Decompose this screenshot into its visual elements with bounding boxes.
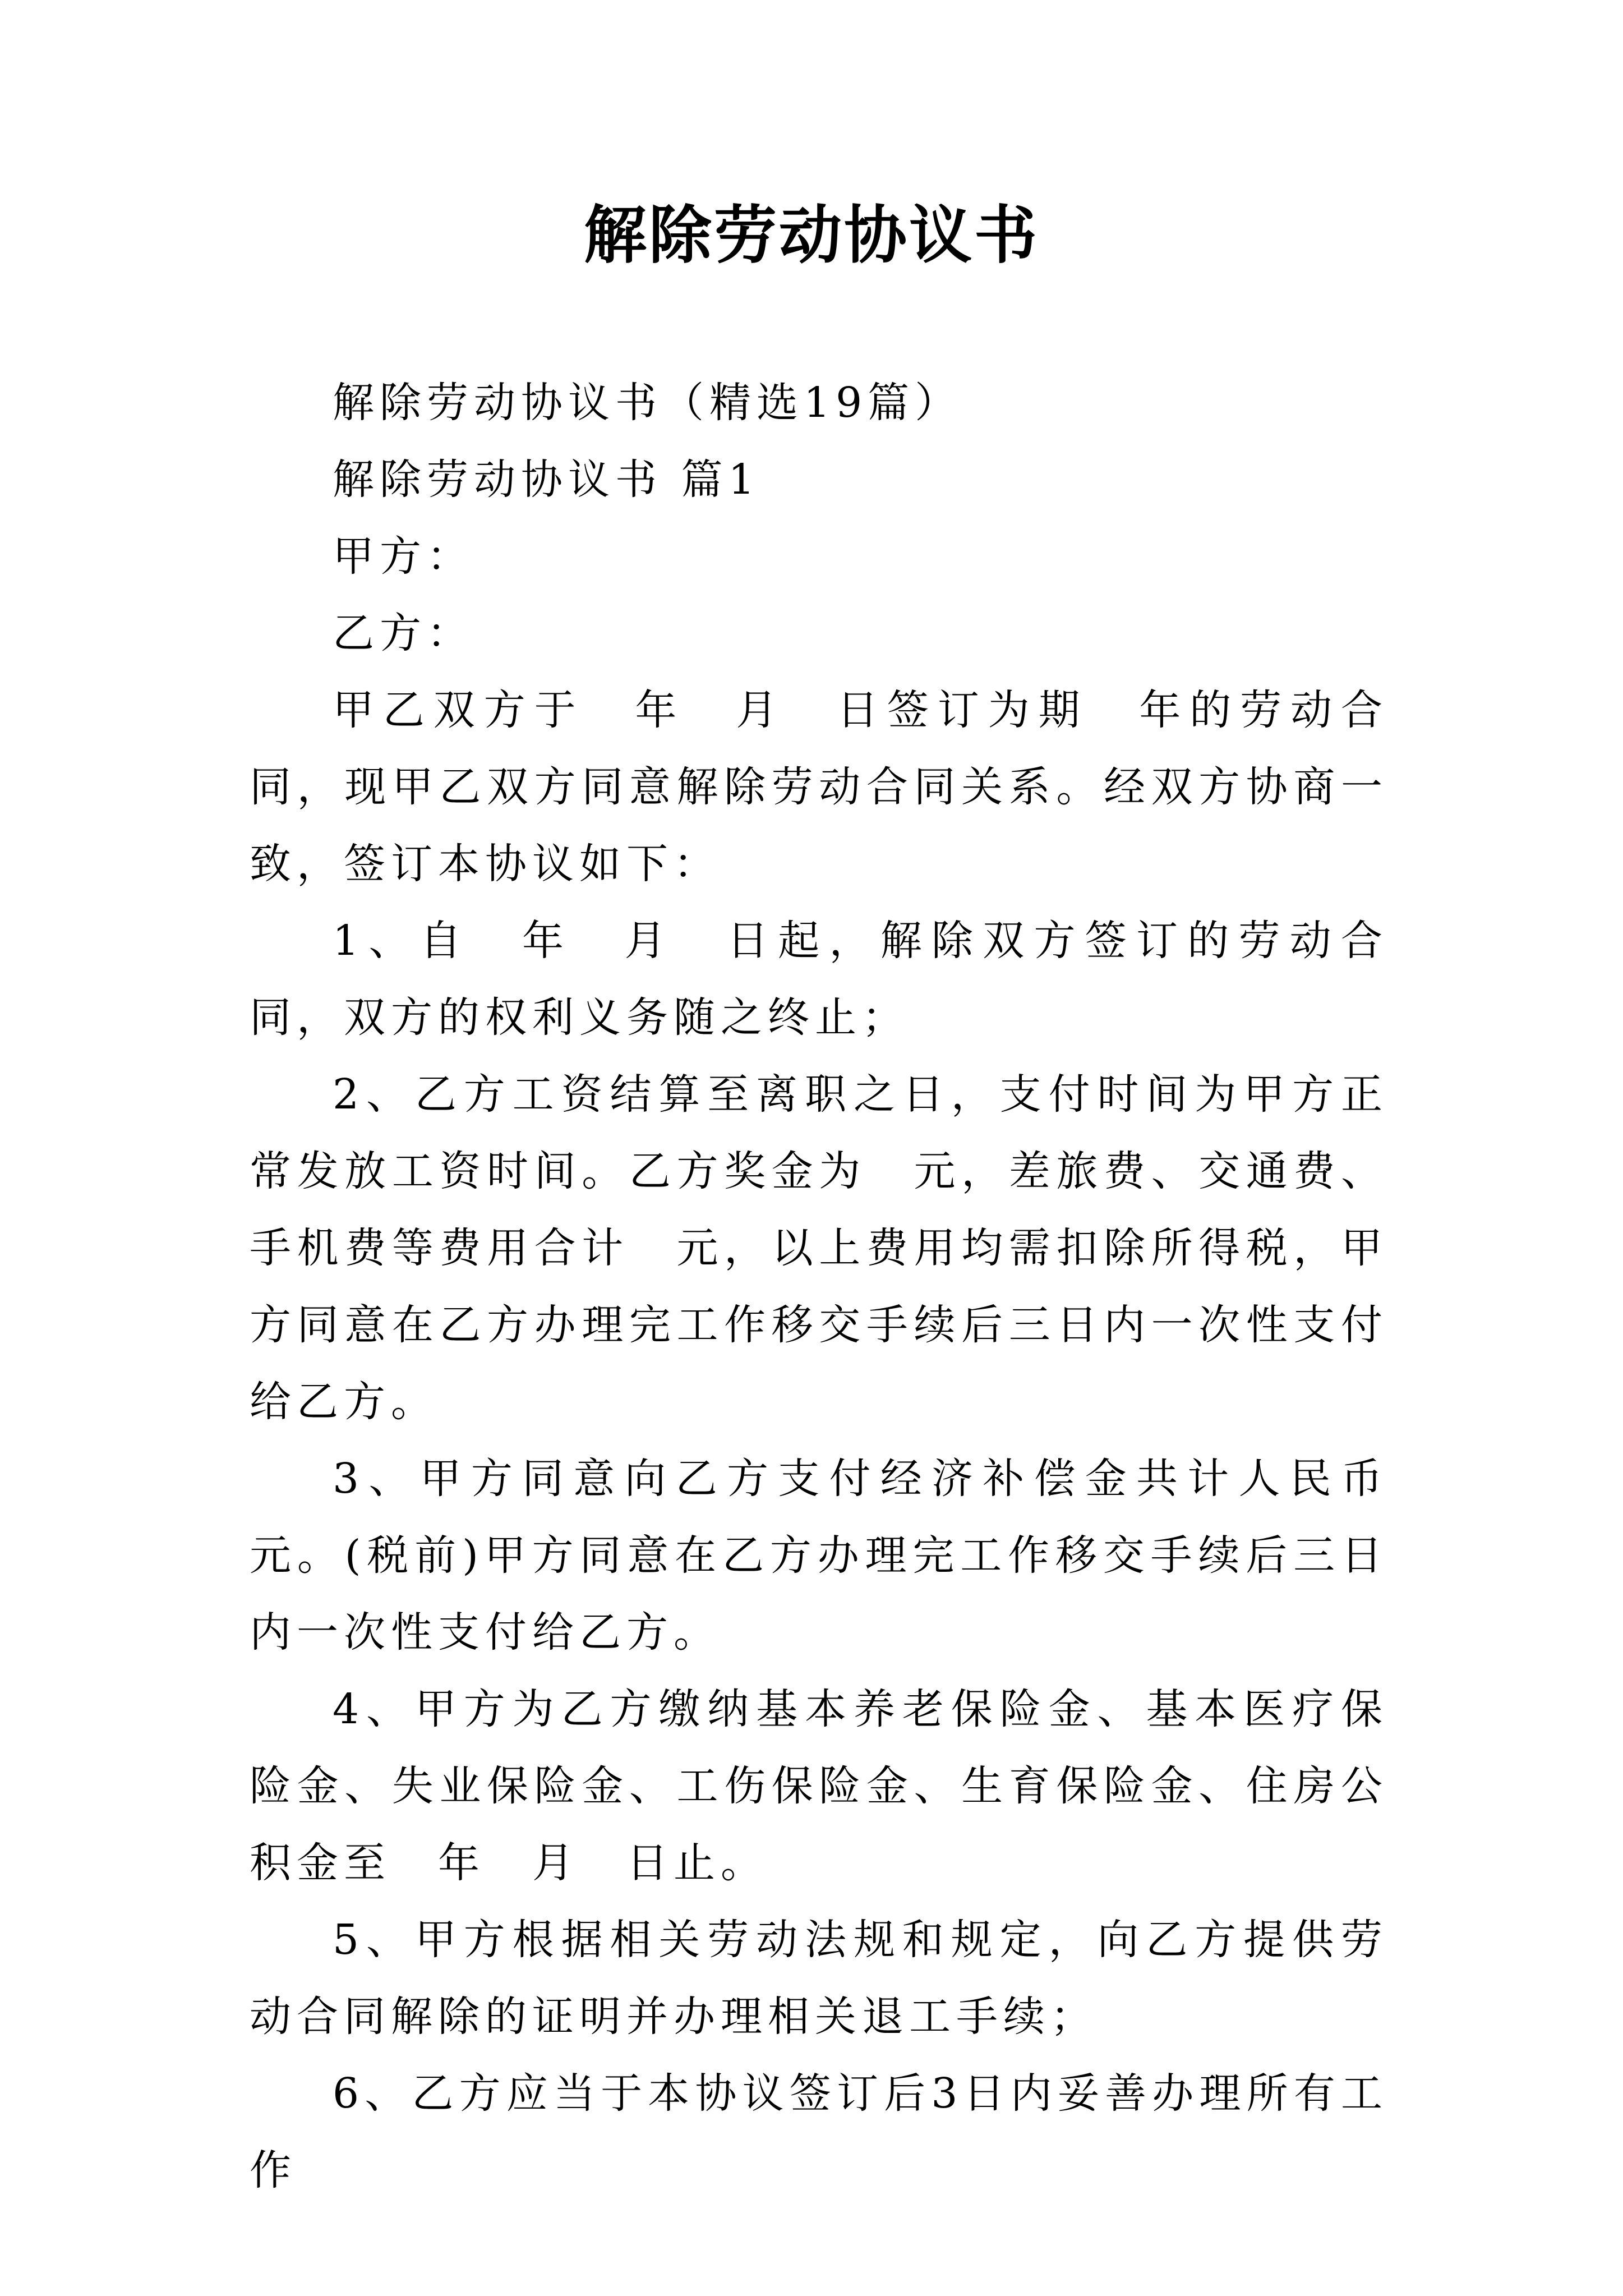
paragraph-party-b: 乙方： [333,609,474,657]
paragraph-section-heading: 解除劳动协议书 篇1 [333,455,760,504]
document-body [250,365,1435,2209]
paragraph-clause-3: 3、甲方同意向乙方支付经济补偿金共计人民币 元。(税前)甲方同意在乙方办理完工作移交手续后三日内一次性支付给乙方。 [250,1455,1435,1657]
paragraph-clause-5: 5、甲方根据相关劳动法规和规定，向乙方提供劳动合同解除的证明并办理相关退工手续； [250,1916,1388,2041]
paragraph-clause-4: 4、甲方为乙方缴纳基本养老保险金、基本医疗保险金、失业保险金、工伤保险金、生育保险金、住房公积金至 年 月 日止。 [250,1685,1388,1887]
paragraph-clause-2: 2、乙方工资结算至离职之日，支付时间为甲方正常发放工资时间。乙方奖金为 元，差旅费、交通费、手机费等费用合计 元，以上费用均需扣除所得税，甲方同意在乙方办理完工作移交手续后三日内一次性支付给乙方。 [250,1070,1388,1426]
paragraph-intro: 甲乙双方于 年 月 日签订为期 年的劳动合同，现甲乙双方同意解除劳动合同关系。经双方协商一致，签订本协议如下： [250,686,1388,888]
paragraph-clause-6: 6、乙方应当于本协议签订后3日内妥善办理所有工作 [250,2069,1388,2194]
paragraph-clause-1: 1、自 年 月 日起，解除双方签订的劳动合同，双方的权利义务随之终止； [250,917,1388,1042]
paragraph-subtitle: 解除劳动协议书（精选19篇） [333,379,962,427]
document-title: 解除劳动协议书 [584,199,1039,272]
paragraph-party-a: 甲方： [333,532,474,581]
